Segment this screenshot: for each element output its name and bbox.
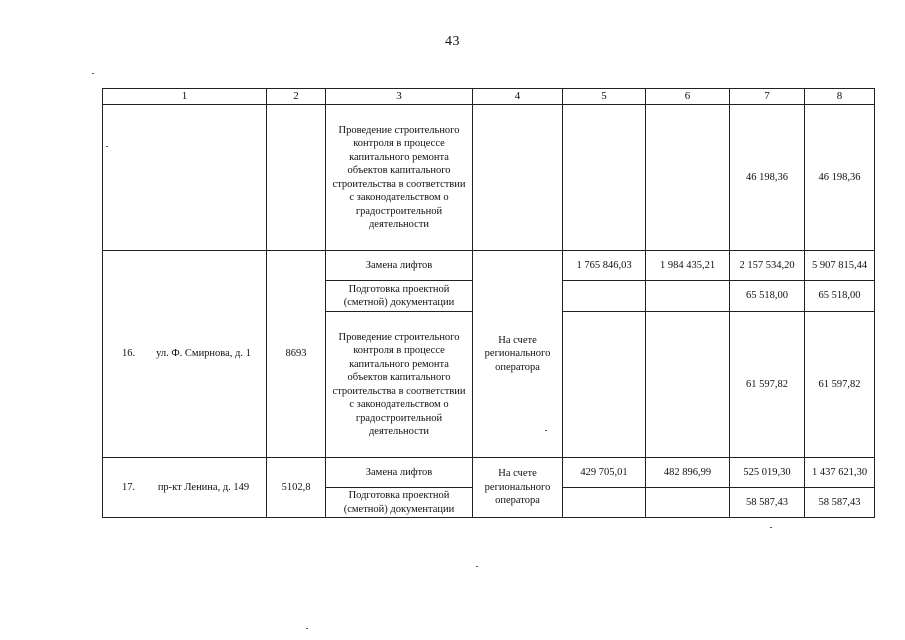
scan-speck [545,430,547,431]
row-number-16: 16. [122,348,136,360]
amount-col8-cell: 1 437 621,30 [805,458,875,488]
area-cell-17: 5102,8 [267,458,326,518]
column-header-8: 8 [805,89,875,105]
cell-empty [563,488,646,518]
row-number-17: 17. [122,481,136,493]
amount-col7-cell: 2 157 534,20 [730,251,805,281]
cell-empty [267,105,326,251]
amount-col7-cell: 61 597,82 [730,312,805,458]
cell-empty [563,312,646,458]
cell-empty [103,105,267,251]
amount-col6-cell: 482 896,99 [646,458,730,488]
work-description-cell: Проведение строительного контроля в процессе капитального ремонта объектов капитального строительства в соответствии с законодательством о градостроительной деятельности [326,312,473,458]
column-header-2: 2 [267,89,326,105]
work-description-cell: Подготовка проектной (сметной) документации [326,488,473,518]
column-number-header-row [103,89,875,105]
cell-empty [646,105,730,251]
work-description-cell: Проведение строительного контроля в процессе капитального ремонта объектов капитального строительства в соответствии с законодательством о градостроительной деятельности [326,105,473,251]
cell-empty [646,312,730,458]
column-header-6: 6 [646,89,730,105]
area-cell-16: 8693 [267,251,326,458]
amount-col7-cell: 58 587,43 [730,488,805,518]
page-number: 43 [445,34,460,49]
amount-col5-cell: 1 765 846,03 [563,251,646,281]
address-16: ул. Ф. Смирнова, д. 1 [156,348,251,360]
column-header-4: 4 [473,89,563,105]
scan-speck [770,527,772,528]
table-row-16-line-1 [103,251,875,281]
amount-col7-cell: 525 019,30 [730,458,805,488]
scan-speck [106,146,108,147]
cell-empty [473,105,563,251]
funding-operator-cell-16: На счете регионального оператора [473,251,563,458]
column-header-3: 3 [326,89,473,105]
work-description-cell: Замена лифтов [326,458,473,488]
table-row-17-line-1 [103,458,875,488]
repair-schedule-table [102,88,875,518]
cell-empty [646,281,730,312]
amount-col8-cell: 61 597,82 [805,312,875,458]
amount-col7-cell: 46 198,36 [730,105,805,251]
amount-col8-cell: 58 587,43 [805,488,875,518]
amount-col8-cell: 5 907 815,44 [805,251,875,281]
column-header-1: 1 [103,89,267,105]
column-header-5: 5 [563,89,646,105]
scan-speck [476,566,478,567]
house-cell-16 [103,251,267,458]
scan-speck [92,73,94,74]
cell-empty [563,105,646,251]
table-row-continuation [103,105,875,251]
address-17: пр-кт Ленина, д. 149 [157,481,250,493]
amount-col7-cell: 65 518,00 [730,281,805,312]
amount-col6-cell: 1 984 435,21 [646,251,730,281]
amount-col8-cell: 65 518,00 [805,281,875,312]
amount-col8-cell: 46 198,36 [805,105,875,251]
work-description-cell: Подготовка проектной (сметной) документации [326,281,473,312]
work-description-cell: Замена лифтов [326,251,473,281]
cell-empty [646,488,730,518]
cell-empty [563,281,646,312]
house-cell-17 [103,458,267,518]
amount-col5-cell: 429 705,01 [563,458,646,488]
scan-speck [306,628,308,629]
column-header-7: 7 [730,89,805,105]
funding-operator-cell-17: На счете регионального оператора [473,458,563,518]
